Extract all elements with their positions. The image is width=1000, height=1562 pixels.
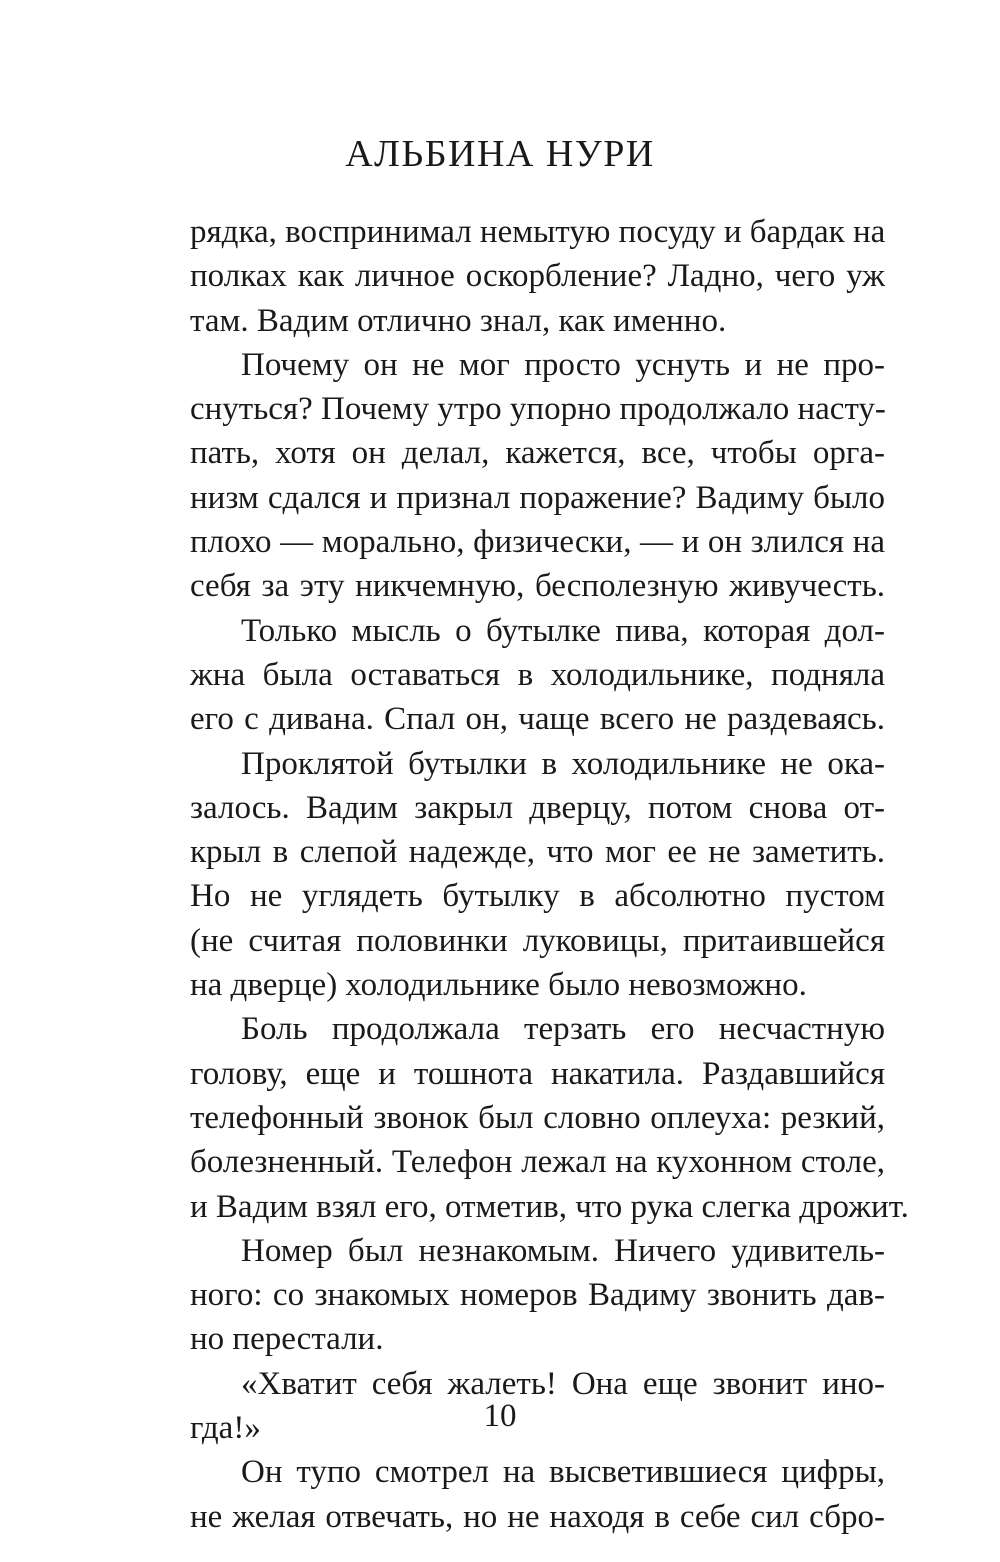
text-line: и Вадим взял его, отметив, что рука слегка дрожит. — [190, 1188, 909, 1225]
text-line: крыл в слепой надежде, что мог ее не заметить. — [190, 834, 885, 871]
text-line: но перестали. — [190, 1321, 384, 1358]
text-line: Боль продолжала терзать его несчастную — [241, 1011, 885, 1048]
running-head-author: АЛЬБИНА НУРИ — [345, 133, 655, 175]
text-line: «Хватит себя жалеть! Она еще звонит ино- — [241, 1365, 885, 1402]
text-line: Он тупо смотрел на высветившиеся цифры, — [241, 1454, 885, 1491]
text-line: полках как личное оскорбление? Ладно, чего уж — [190, 258, 885, 295]
text-line: (не считая половинки луковицы, притаившейся — [190, 922, 885, 959]
text-line: залось. Вадим закрыл дверцу, потом снова от- — [190, 789, 885, 826]
text-line: на дверце) холодильнике было невозможно. — [190, 967, 807, 1004]
text-line: голову, еще и тошнота накатила. Раздавшийся — [190, 1055, 885, 1092]
text-line: Номер был незнакомым. Ничего удивитель- — [241, 1232, 885, 1269]
text-line: гда!» — [190, 1410, 261, 1447]
page-number: 10 — [483, 1398, 517, 1434]
text-line: плохо — морально, физически, — и он злился на — [190, 524, 885, 561]
text-line: там. Вадим отлично знал, как именно. — [190, 302, 727, 339]
text-line: пать, хотя он делал, кажется, все, чтобы орга- — [190, 435, 885, 472]
text-line: рядка, воспринимал немытую посуду и бардак на — [190, 214, 886, 250]
text-line: не желая отвечать, но не находя в себе сил сбро- — [190, 1498, 885, 1535]
text-line: ного: со знакомых номеров Вадиму звонить дав- — [190, 1277, 885, 1314]
text-line: Почему он не мог просто уснуть и не про- — [241, 346, 885, 383]
text-line: его с дивана. Спал он, чаще всего не раздеваясь. — [190, 701, 885, 738]
text-line: Но не углядеть бутылку в абсолютно пустом — [190, 878, 885, 915]
text-line: низм сдался и признал поражение? Вадиму было — [190, 479, 885, 516]
text-line: Только мысль о бутылке пива, которая дол- — [241, 612, 885, 649]
text-line: снуться? Почему утро упорно продолжало насту- — [190, 391, 886, 428]
text-line: себя за эту никчемную, бесполезную живучесть. — [190, 568, 885, 605]
text-line: Проклятой бутылки в холодильнике не ока- — [241, 745, 885, 782]
text-line: жна была оставаться в холодильнике, подняла — [190, 656, 885, 693]
text-line: телефонный звонок был словно оплеуха: резкий, — [190, 1099, 885, 1136]
text-line: болезненный. Телефон лежал на кухонном столе, — [190, 1144, 885, 1181]
page-body-text — [190, 210, 909, 1539]
